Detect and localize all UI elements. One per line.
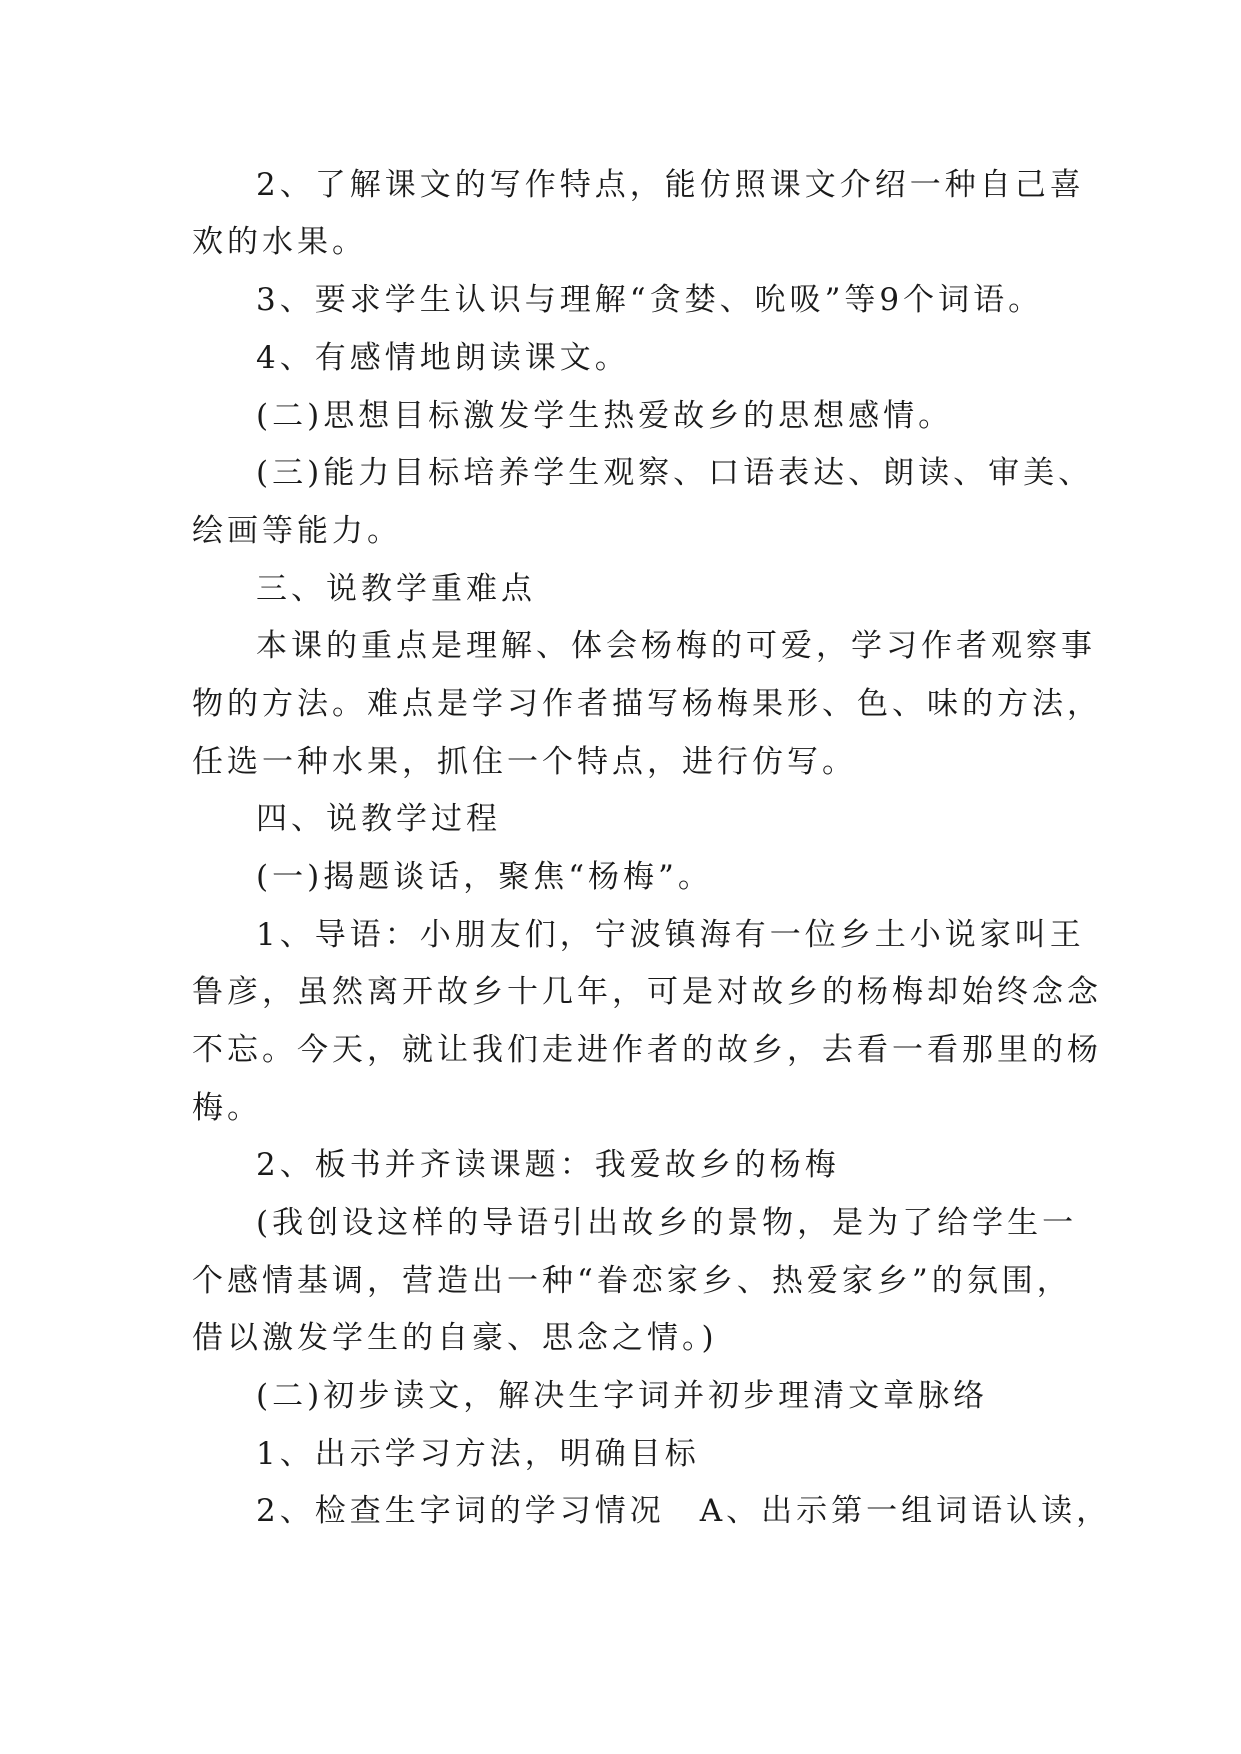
text-line: 借以激发学生的自豪、思念之情。) (192, 1320, 718, 1356)
section-heading: 四、说教学过程 (256, 801, 501, 837)
text-line: 梅。 (192, 1090, 262, 1126)
text-line: 1、导语：小朋友们，宁波镇海有一位乡土小说家叫王 (256, 917, 1085, 953)
text-line: 鲁彦，虽然离开故乡十几年，可是对故乡的杨梅却始终念念 (192, 974, 1102, 1010)
text-line: 绘画等能力。 (192, 513, 402, 549)
text-line: 欢的水果。 (192, 224, 367, 260)
text-line: (一)揭题谈话，聚焦“杨梅”。 (256, 859, 713, 895)
text-line: (二)初步读文，解决生字词并初步理清文章脉络 (256, 1378, 989, 1414)
text-line: 4、有感情地朗读课文。 (256, 340, 630, 376)
text-line: 个感情基调，营造出一种“眷恋家乡、热爱家乡”的氛围， (192, 1263, 1072, 1299)
text-line: 2、了解课文的写作特点，能仿照课文介绍一种自己喜 (256, 167, 1085, 203)
text-line: (三)能力目标培养学生观察、口语表达、朗读、审美、 (256, 455, 1094, 491)
section-heading: 三、说教学重难点 (256, 571, 536, 607)
text-line: 3、要求学生认识与理解“贪婪、吮吸”等9个词语。 (256, 282, 1044, 318)
text-line: 任选一种水果，抓住一个特点，进行仿写。 (192, 744, 857, 780)
text-line: 2、检查生字词的学习情况 A、出示第一组词语认读， (256, 1493, 1112, 1529)
text-line: (我创设这样的导语引出故乡的景物，是为了给学生一 (256, 1205, 1078, 1241)
text-line: 不忘。今天，就让我们走进作者的故乡，去看一看那里的杨 (192, 1032, 1102, 1068)
text-line: 1、出示学习方法，明确目标 (256, 1436, 700, 1472)
text-line: 本课的重点是理解、体会杨梅的可爱，学习作者观察事 (256, 628, 1096, 664)
text-line: 物的方法。难点是学习作者描写杨梅果形、色、味的方法， (192, 686, 1102, 722)
text-line: (二)思想目标激发学生热爱故乡的思想感情。 (256, 398, 954, 434)
text-line: 2、板书并齐读课题：我爱故乡的杨梅 (256, 1147, 840, 1183)
